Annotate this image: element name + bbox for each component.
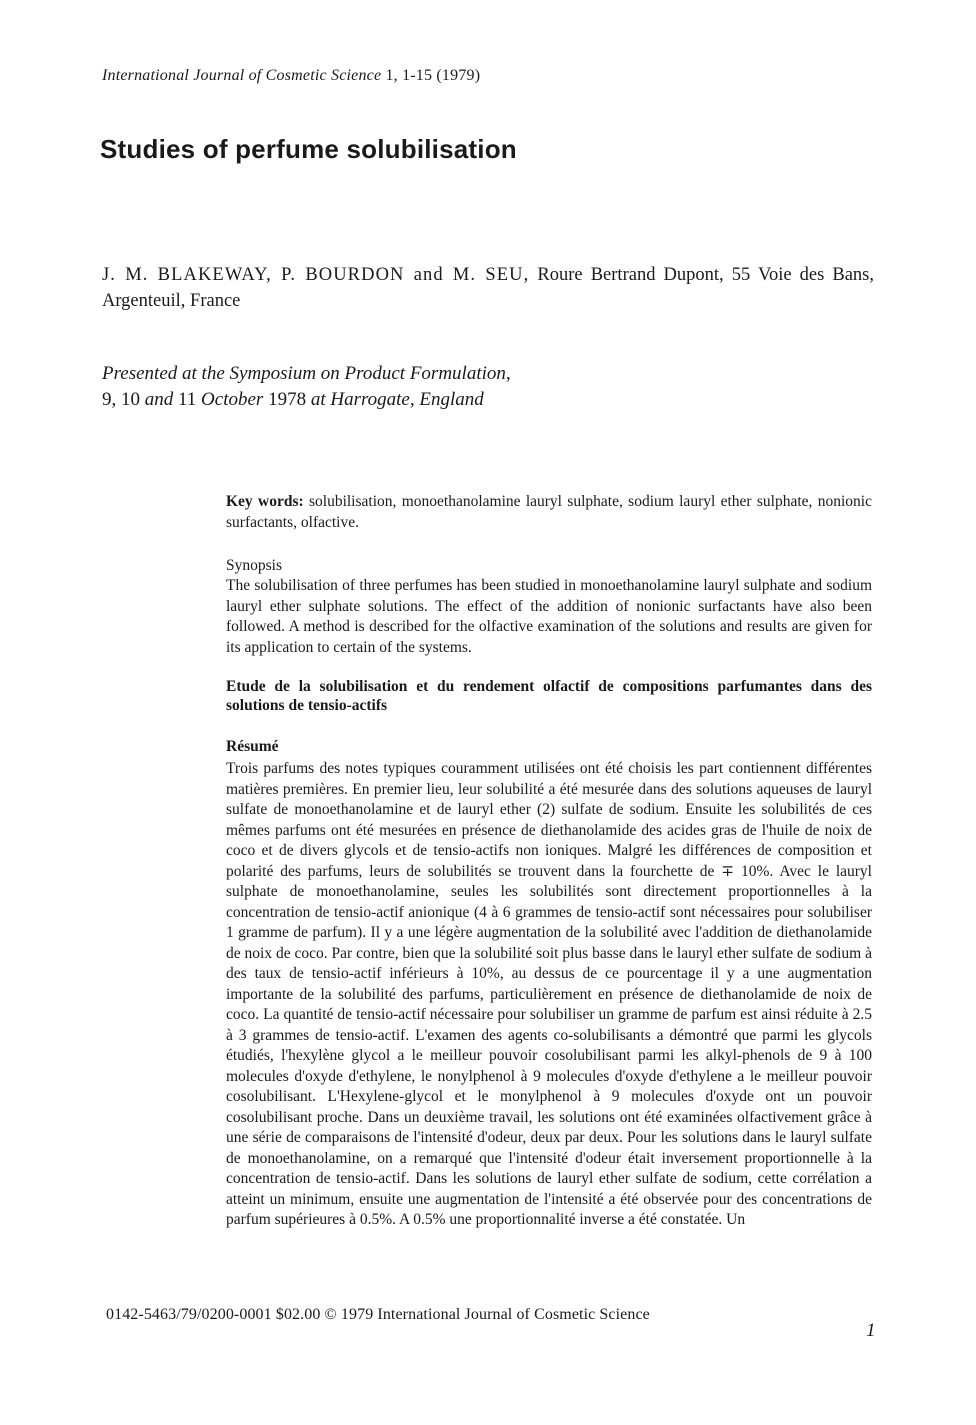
- keywords: [226, 492, 872, 533]
- resume-heading: Résumé: [226, 738, 279, 755]
- author-names: J. M. BLAKEWAY, P. BOURDON and M. SEU,: [102, 265, 530, 285]
- presentation-line-1: Presented at the Symposium on Product Formulation,: [102, 363, 511, 384]
- synopsis-heading: Synopsis: [226, 557, 282, 574]
- presentation-month: October: [201, 389, 264, 410]
- keywords-text: solubilisation, monoethanolamine lauryl sulphate, sodium lauryl ether sulphate, nonionic surfactants, olfactive.: [226, 493, 872, 531]
- article-title: Studies of perfume solubilisation: [100, 134, 517, 164]
- journal-header: [102, 67, 480, 85]
- journal-citation: 1, 1-15 (1979): [385, 67, 481, 84]
- presentation-year: 1978: [268, 389, 307, 410]
- author-block: [102, 262, 874, 314]
- presentation-location: at Harrogate, England: [310, 389, 484, 410]
- presentation-note: [102, 361, 802, 413]
- resume-text: Trois parfums des notes typiques couramment utilisées ont été choisis les part contiennent différentes matières premières. En premier lieu, leur solubilité a été mesurée dans des solutions aqueuses de lauryl sulfate de monoethanolamine et de lauryl ether (2) sulfate de sodium. Ensuite les solubilités de ces mêmes parfums ont été mesurées en présence de diethanolamide des acides gras de l'huile de noix de coco et de divers glycols et de tensio-actifs non ioniques. Malgré les différences de composition et polarité des parfums, leurs de solubilités se trouvent dans la fourchette de ∓ 10%. Avec le lauryl sulphate de monoethanolamine, seules les solubilités sont directement proportionnelles à la concentration de tensio-actif anionique (4 à 6 grammes de tensio-actif sont nécessaires pour solubiliser 1 gramme de parfum). Il y a une légère augmentation de la solubilité avec l'addition de diethanolamide de noix de coco. Par contre, bien que la solubilité soit plus basse dans le lauryl ether sulfate de sodium à des taux de tensio-actif inférieurs à 10%, au dessus de ce pourcentage il y a une augmentation importante de la solubilité des parfums, particulièrement en présence de diethanolamide de noix de coco. La quantité de tensio-actif nécessaire pour solubiliser un gramme de parfum est ainsi réduite à 2.5 à 3 grammes de tensio-actif. L'examen des agents co-solubilisants a démontré que parmi les glycols étudiés, l'hexylène glycol a le meilleur pouvoir cosolubilisant parmi les alkyl-phenols de 9 à 100 molecules d'oxyde d'ethylene, le nonylphenol à 9 molecules d'oxyde d'ethylene a le meilleur pouvoir cosolubilisant. L'Hexylene-glycol et le monylphenol à 9 molecules d'oxyde ont un pouvoir cosolubilisant proche. Dans un deuxième travail, les solutions ont été examinées olfactivement grâce à une série de comparaisons de l'intensité d'odeur, deux par deux. Pour les solutions dans le lauryl sulfate de monoethanolamine, on a remarqué que l'intensité d'odeur était inversement proportionnelle à la concentration de tensio-actif. Dans les solutions de lauryl ether sulfate de sodium, cette corrélation a atteint un minimum, ensuite une augmentation de l'intensité a été observée pour des concentrations de parfum supérieures à 0.5%. A 0.5% une proportionnalité inverse a été constatée. Un: [226, 760, 872, 1228]
- journal-name: International Journal of Cosmetic Science: [102, 67, 382, 84]
- page-number: 1: [866, 1320, 876, 1341]
- synopsis-text: The solubilisation of three perfumes has been studied in monoethanolamine lauryl sulphate and sodium lauryl ether sulphate solutions. The effect of the addition of nonionic surfactants have also been followed. A method is described for the olfactive examination of the solutions and results are given for its application to certain of the systems.: [226, 577, 872, 656]
- author-affiliation: Roure Bertrand Dupont, 55 Voie des Bans, Argenteuil, France: [102, 265, 875, 311]
- presentation-dates-a: 9, 10: [102, 389, 140, 410]
- presentation-and: and: [144, 389, 174, 410]
- footer-copyright: 0142-5463/79/0200-0001 $02.00 © 1979 International Journal of Cosmetic Science: [106, 1306, 650, 1323]
- keywords-label: Key words:: [226, 493, 304, 510]
- presentation-line-2: [102, 387, 802, 413]
- presentation-dates-b: 11: [178, 389, 197, 410]
- french-title: Etude de la solubilisation et du rendement olfactif de compositions parfumantes dans des solutions de tensio-actifs: [226, 678, 872, 714]
